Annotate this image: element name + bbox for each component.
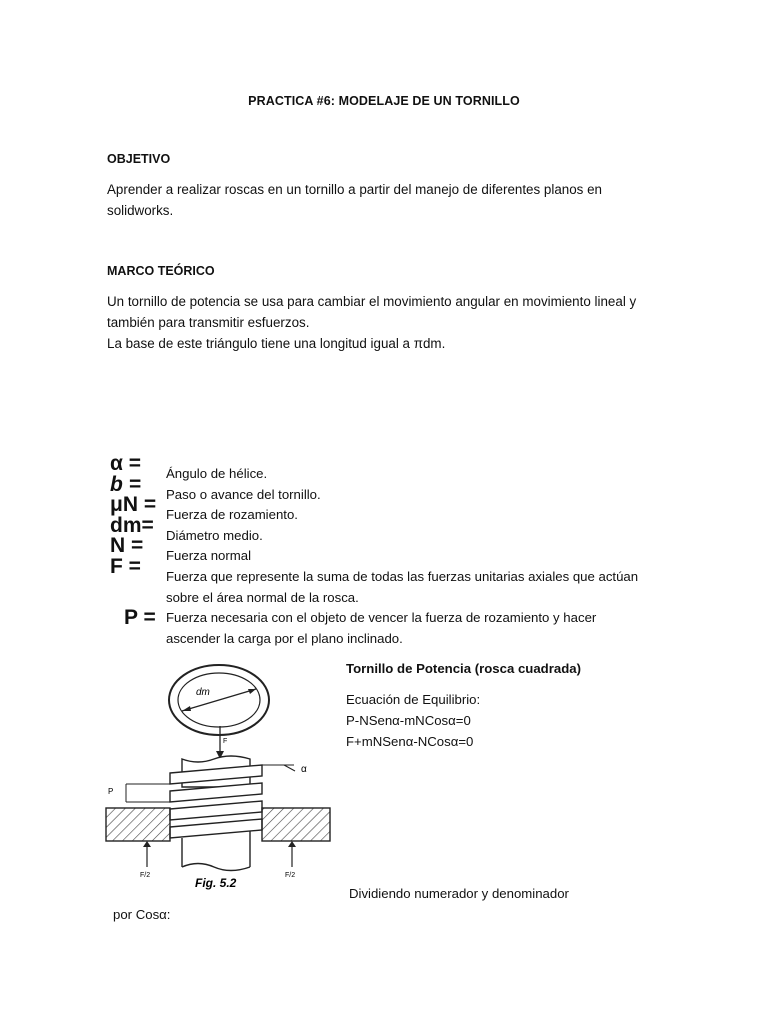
symbol-p: P =	[124, 606, 156, 629]
alpha-marker	[262, 765, 295, 771]
marco-line: Un tornillo de potencia se usa para cambiar el movimiento angular en movimiento lineal y	[107, 294, 637, 309]
screw-body	[170, 756, 262, 871]
figure-caption: Fig. 5.2	[195, 876, 237, 890]
symbol-alpha: α =	[110, 452, 142, 475]
symbol-f: F =	[110, 554, 141, 578]
alpha-label: α	[301, 764, 307, 775]
f2-left-label: F/2	[140, 872, 151, 879]
p-label: P	[108, 787, 114, 796]
equilibrium-heading: Ecuación de Equilibrio:	[346, 692, 481, 707]
objetivo-line: Aprender a realizar roscas en un tornillo a partir del manejo de diferentes planos en	[107, 182, 602, 197]
dividing-text: Dividiendo numerador y denominador	[349, 886, 569, 901]
reaction-arrows	[143, 841, 296, 867]
definition-dm: Diámetro medio.	[166, 527, 263, 543]
definition-n: Fuerza normal	[166, 548, 252, 564]
equation-1: P-NSenα-mNCosα=0	[346, 713, 471, 728]
pitch-marker	[126, 784, 170, 802]
definitions-list	[166, 464, 638, 649]
dm-label: dm	[196, 687, 210, 698]
definition-alpha: Ángulo de hélice.	[166, 466, 268, 481]
screw-figure	[100, 655, 340, 895]
marco-heading: MARCO TEÓRICO	[107, 264, 215, 278]
equilibrium-block	[346, 689, 480, 752]
page-title: PRACTICA #6: MODELAJE DE UN TORNILLO	[248, 94, 520, 108]
definition-mun: Fuerza de rozamiento.	[166, 507, 298, 523]
equation-2: F+mNSenα-NCosα=0	[346, 734, 474, 749]
f-label: F	[223, 738, 228, 745]
symbol-mun: μN =	[110, 493, 157, 516]
definition-f-line2: sobre el área normal de la rosca.	[166, 589, 359, 605]
section-title-tornillo: Tornillo de Potencia (rosca cuadrada)	[346, 661, 581, 676]
definition-p-line2: ascender la carga por el plano inclinado.	[166, 630, 403, 646]
marco-paragraph	[107, 291, 636, 354]
marco-line: también para transmitir esfuerzos.	[107, 315, 310, 330]
definition-p-line1: Fuerza necesaria con el objeto de vencer la fuerza de rozamiento y hacer	[166, 610, 597, 626]
symbol-n: N =	[110, 534, 144, 557]
symbol-dm: dm=	[110, 513, 154, 537]
top-view-ring	[169, 665, 269, 735]
objetivo-line: solidworks.	[107, 203, 174, 218]
definition-f-line1: Fuerza que represente la suma de todas las fuerzas unitarias axiales que actúan	[166, 568, 639, 584]
f2-right-label: F/2	[285, 872, 296, 879]
footer-text: por Cosα:	[113, 907, 171, 922]
definition-b: Paso o avance del tornillo.	[166, 486, 321, 502]
symbol-column	[110, 454, 158, 577]
symbol-b: b =	[110, 472, 141, 496]
objetivo-heading: OBJETIVO	[107, 152, 171, 166]
objetivo-paragraph	[107, 179, 602, 221]
marco-line: La base de este triángulo tiene una longitud igual a πdm.	[107, 336, 446, 351]
